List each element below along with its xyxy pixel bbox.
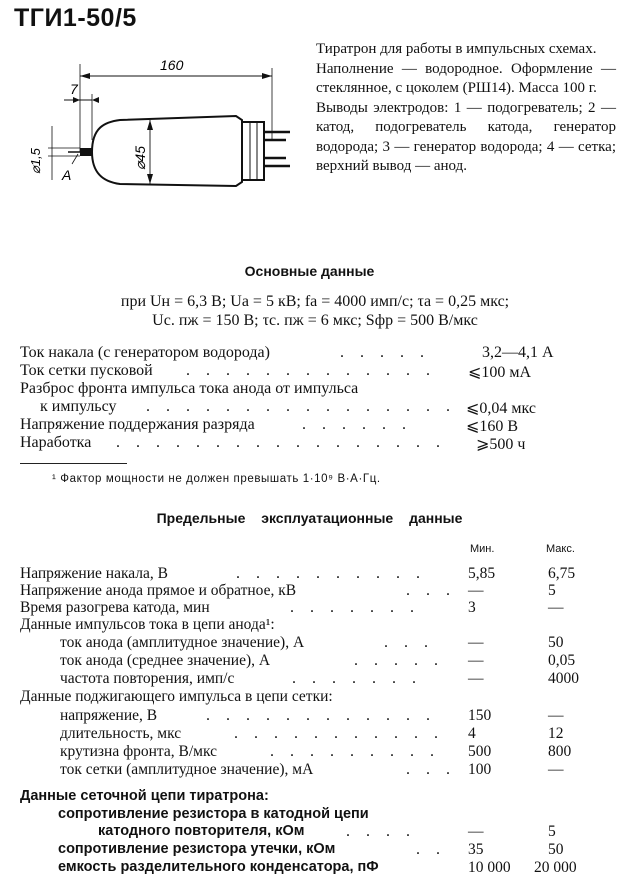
limit-label: крутизна фронта, В/мкс bbox=[60, 743, 217, 760]
limit-max: — bbox=[548, 599, 564, 616]
limit-dots: . . . . . bbox=[354, 652, 444, 669]
limit-dots: . . . . . . . . . . bbox=[236, 565, 426, 582]
tube-drawing bbox=[10, 40, 310, 215]
limit-min: — bbox=[468, 670, 484, 687]
limit-min: — bbox=[468, 634, 484, 651]
dim-length-label: 160 bbox=[160, 57, 184, 73]
limit-label: ток анода (среднее значение), А bbox=[60, 652, 271, 669]
limit-label: частота повторения, имп/с bbox=[60, 670, 235, 687]
page-title: ТГИ1-50/5 bbox=[14, 4, 137, 32]
limit-min: 5,85 bbox=[468, 565, 496, 582]
limit-min: 4 bbox=[468, 725, 476, 742]
grid-min: 35 bbox=[468, 841, 484, 858]
conditions-line-1: при Uн = 6,3 В; Uа = 5 кВ; fа = 4000 имп/с; τа = 0,25 мкс; bbox=[120, 293, 510, 310]
param-value: ⩽100 мА bbox=[468, 364, 532, 381]
limit-label: Данные импульсов тока в цепи анода¹: bbox=[20, 616, 275, 633]
description bbox=[316, 40, 616, 177]
limit-dots: . . . bbox=[406, 761, 456, 778]
description-purpose: Тиратрон для работы в импульсных схемах. bbox=[316, 41, 597, 57]
grid-max: 20 000 bbox=[534, 859, 577, 876]
grid-min: 10 000 bbox=[468, 859, 511, 876]
limit-min: 500 bbox=[468, 743, 492, 760]
limit-label: Данные поджигающего импульса в цепи сетки: bbox=[20, 688, 333, 705]
limit-label: ток сетки (амплитудное значение), мА bbox=[60, 761, 314, 778]
footnote: ¹ Фактор мощности не должен превышать 1·10⁹ В·А·Гц. bbox=[52, 473, 381, 485]
column-min-header: Мин. bbox=[470, 543, 495, 555]
limit-min: — bbox=[468, 652, 484, 669]
limit-label: напряжение, В bbox=[60, 707, 158, 724]
param-value: 3,2—4,1 А bbox=[482, 344, 554, 361]
limit-dots: . . . bbox=[406, 582, 456, 599]
label-a: A bbox=[62, 167, 72, 183]
grid-min: — bbox=[468, 823, 484, 840]
grid-dots: . . . . bbox=[346, 823, 416, 840]
limit-max: 6,75 bbox=[548, 565, 576, 582]
limit-max: 50 bbox=[548, 634, 564, 651]
limit-min: — bbox=[468, 582, 484, 599]
param-dots: . . . . . . . . . . . . . bbox=[186, 362, 436, 379]
limit-dots: . . . . . . . . . bbox=[270, 743, 440, 760]
limit-label: Напряжение накала, В bbox=[20, 565, 168, 582]
limit-dots: . . . . . . . . . . . . bbox=[206, 707, 436, 724]
param-label: Разброс фронта импульса тока анода от импульса bbox=[20, 380, 359, 397]
description-build: Наполнение — водородное. Оформление — стеклянное, с цоколем (РШ14). Масса 100 г. bbox=[316, 60, 616, 96]
column-max-header: Макс. bbox=[546, 543, 575, 555]
limit-min: 150 bbox=[468, 707, 492, 724]
param-value: ⩽0,04 мкс bbox=[466, 400, 537, 417]
param-dots: . . . . . . . . . . . . . . . . . bbox=[116, 434, 446, 451]
limit-dots: . . . . . . . bbox=[290, 599, 420, 616]
limit-max: 0,05 bbox=[548, 652, 576, 669]
param-dots: . . . . . . bbox=[302, 416, 412, 433]
param-label: Ток сетки пусковой bbox=[20, 362, 153, 379]
grid-dots: . . bbox=[416, 841, 446, 858]
description-leads: Выводы электродов: 1 — подогреватель; 2 — катод, подогреватель катода, генератор водорода; 3 — генератор водорода; 4 — сетка; верхний вывод — анод. bbox=[316, 99, 616, 174]
limit-max: — bbox=[548, 707, 564, 724]
limit-label: Напряжение анода прямое и обратное, кВ bbox=[20, 582, 297, 599]
dim-diameter-label: ⌀45 bbox=[132, 145, 148, 170]
grid-label: катодного повторителя, кОм bbox=[98, 823, 305, 839]
grid-max: 5 bbox=[548, 823, 556, 840]
dim-cap-label: 7 bbox=[70, 81, 78, 97]
limit-label: длительность, мкс bbox=[60, 725, 182, 742]
param-value: ⩽160 В bbox=[466, 418, 519, 435]
limit-min: 100 bbox=[468, 761, 492, 778]
grid-circuit-heading: Данные сеточной цепи тиратрона: bbox=[20, 788, 269, 804]
limits-heading: Предельные эксплуатационные данные bbox=[156, 510, 463, 526]
limit-dots: . . . . . . . . . . . bbox=[234, 725, 444, 742]
grid-label: сопротивление резистора в катодной цепи bbox=[58, 806, 369, 822]
limit-label: Время разогрева катода, мин bbox=[20, 599, 210, 616]
limit-dots: . . . . . . . bbox=[292, 670, 422, 687]
limit-max: 12 bbox=[548, 725, 564, 742]
footnote-rule bbox=[20, 463, 127, 464]
param-dots: . . . . . . . . . . . . . . . . bbox=[146, 398, 456, 415]
param-dots: . . . . . bbox=[340, 344, 430, 361]
grid-max: 50 bbox=[548, 841, 564, 858]
limit-max: — bbox=[548, 761, 564, 778]
param-value: ⩾500 ч bbox=[476, 436, 526, 453]
param-label: Напряжение поддержания разряда bbox=[20, 416, 255, 433]
dim-pin-label: ⌀1,5 bbox=[28, 148, 43, 174]
param-label: Ток накала (с генератором водорода) bbox=[20, 344, 270, 361]
limit-dots: . . . bbox=[384, 634, 434, 651]
limit-label: ток анода (амплитудное значение), А bbox=[60, 634, 305, 651]
param-label: к импульсу bbox=[40, 398, 117, 415]
grid-label: емкость разделительного конденсатора, пФ bbox=[58, 859, 379, 875]
limit-min: 3 bbox=[468, 599, 476, 616]
main-data-heading: Основные данные bbox=[244, 263, 375, 279]
conditions-line-2: Uс. пж = 150 В; τс. пж = 6 мкс; Sфр = 500 В/мкс bbox=[152, 312, 478, 329]
limit-max: 4000 bbox=[548, 670, 579, 687]
limit-max: 5 bbox=[548, 582, 556, 599]
param-label: Наработка bbox=[20, 434, 92, 451]
limit-max: 800 bbox=[548, 743, 572, 760]
grid-label: сопротивление резистора утечки, кОм bbox=[58, 841, 336, 857]
